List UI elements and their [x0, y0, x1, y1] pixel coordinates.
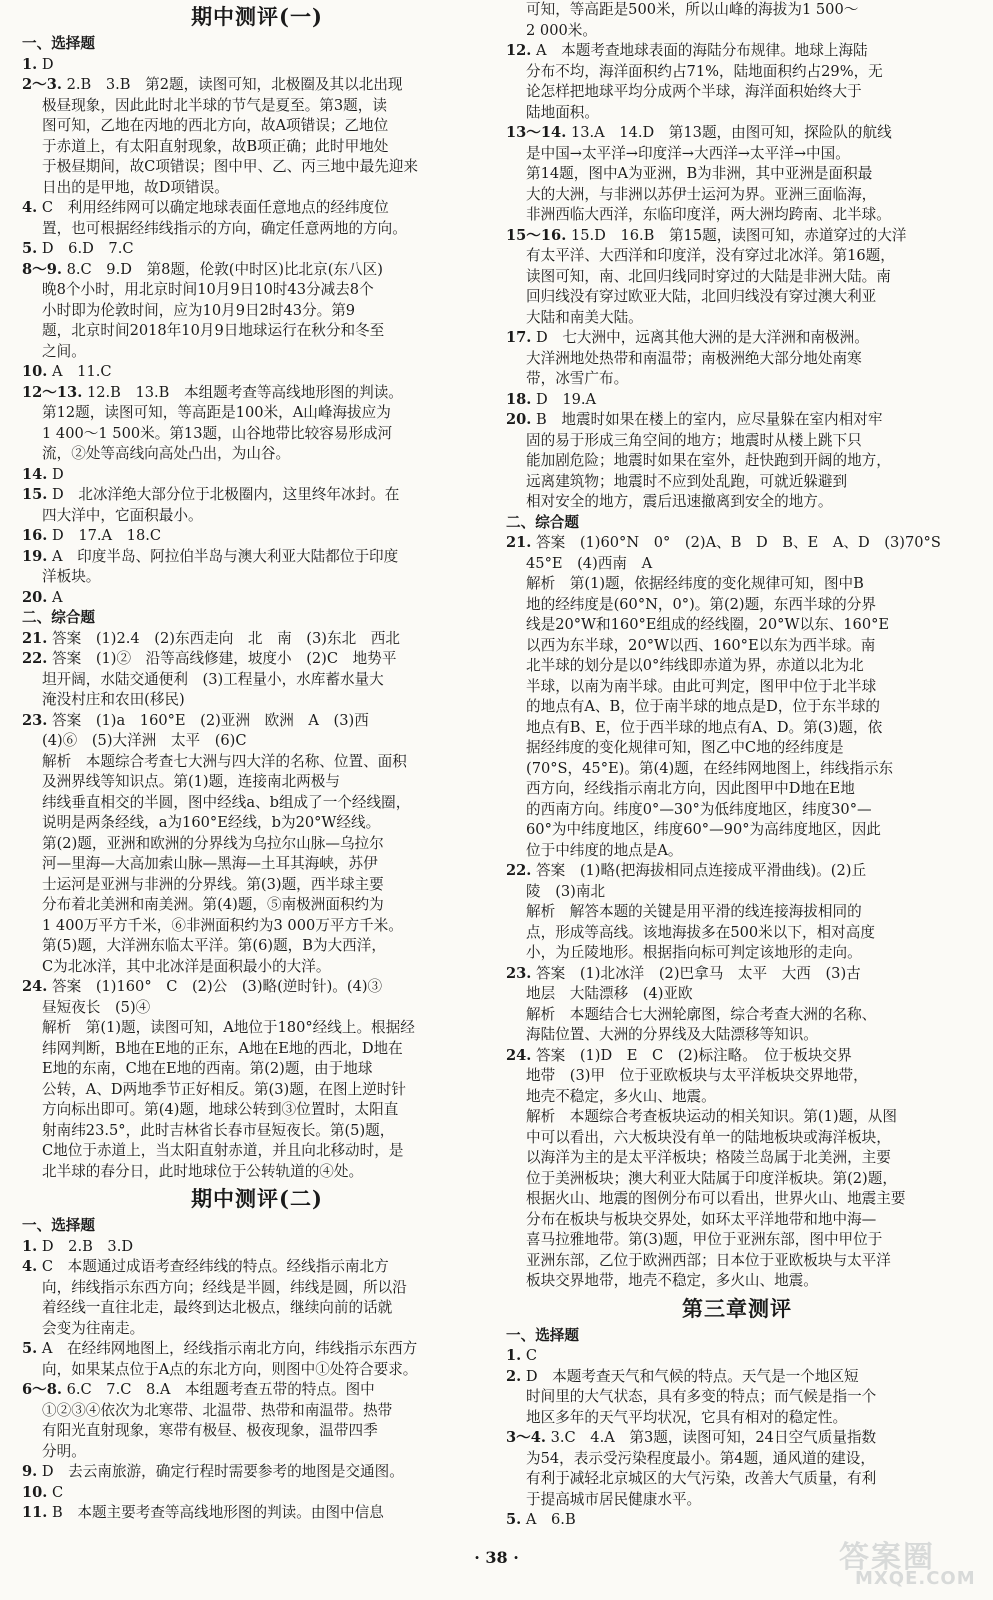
page-number: · 38 ·	[474, 1548, 519, 1567]
answer-continuation: 纬线垂直相交的半圆，图中经线a、b组成了一个经线圈，	[42, 793, 411, 811]
watermark-logo	[833, 1532, 983, 1592]
answer-continuation: 之间。	[42, 342, 86, 360]
answer-text: B 本题主要考查等高线地形图的判读。由图中信息	[52, 1504, 384, 1521]
question-number: 5.	[22, 1340, 38, 1357]
answer-continuation: 中可以看出，六大板块没有单一的陆地板块或海洋板块，	[526, 1128, 891, 1146]
watermark-url: MXQE.COM	[855, 1568, 976, 1589]
answer-continuation: 有阳光直射现象，寒带有极昼、极夜现象，温带四季	[42, 1422, 378, 1439]
answer-continuation: 于极昼期间，故C项错误；图中甲、乙、丙三地中最先迎来	[42, 158, 419, 175]
subsection-title: 一、选择题	[22, 35, 95, 52]
answer-text: A 11.C	[52, 363, 112, 380]
answer-continuation: 小，为丘陵地形。根据指向标可判定该地形的走向。	[526, 944, 862, 961]
answer-continuation: 2 000米。	[526, 21, 597, 39]
answer-line	[22, 1503, 492, 1524]
answer-text: A 在经纬网地图上，经线指示南北方向，纬线指示东西方	[41, 1340, 418, 1357]
answer-continuation: 能加剧危险；地震时如果在室外，赶快跑到开阔的地方，	[526, 452, 891, 469]
answer-text: 12.B 13.B 本组题考查等高线地形图的判读。	[86, 383, 403, 401]
question-number: 9.	[22, 1463, 38, 1480]
answer-line	[506, 123, 968, 144]
question-number: 19.	[22, 547, 48, 565]
answer-text: 答案 (1)D E C (2)标注略。 位于板块交界	[536, 1046, 852, 1064]
answer-line	[506, 861, 968, 882]
answer-continuation: 于赤道上，有太阳直射现象，故B项正确；此时甲地处	[42, 137, 389, 155]
answer-text: D 17.A 18.C	[52, 527, 162, 544]
answer-line	[22, 1380, 492, 1401]
answer-text: D 19.A	[536, 390, 597, 408]
answer-continuation: 向，纬线指示东西方向；经线是半圆，纬线是圆，所以沿	[42, 1278, 407, 1296]
answer-text: 答案 (1)a 160°E (2)亚洲 欧洲 A (3)西	[52, 711, 369, 729]
answer-line	[506, 41, 968, 62]
question-number: 21.	[506, 534, 532, 551]
watermark-text: 答案圈	[839, 1540, 935, 1575]
answer-line	[22, 649, 492, 670]
answer-continuation: 据经纬度的变化规律可知，图乙中C地的经纬度是	[526, 739, 844, 756]
answer-line	[22, 362, 492, 383]
answer-line	[22, 260, 492, 281]
answer-continuation: 分布不均，海洋面积约占71%，陆地面积约占29%，无	[526, 62, 883, 80]
answer-line	[22, 588, 492, 609]
answer-continuation: 位于中纬度的地点是A。	[526, 841, 683, 859]
answer-text: C 本题通过成语考查经纬线的特点。经线指示南北方	[41, 1258, 389, 1275]
question-number: 10.	[22, 363, 48, 380]
answer-continuation: 着经线一直往北走，最终到达北极点，继续向前的话就	[42, 1299, 393, 1316]
right-column	[506, 0, 968, 1531]
answer-text: D	[52, 465, 64, 483]
section-heading: 期中测评(二)	[191, 1186, 323, 1211]
answer-line	[22, 198, 492, 219]
subsection-title: 二、综合题	[506, 513, 579, 531]
answer-continuation: 点，形成等高线。该地海拔多在500米以下，相对高度	[526, 923, 875, 941]
answer-continuation: 的西南方向。纬度0°—30°为低纬度地区，纬度30°—	[526, 800, 872, 818]
answer-continuation: 射南纬23.5°，此时吉林省长春市昼短夜长。第(5)题，	[42, 1121, 395, 1139]
answer-continuation: 论怎样把地球平均分成两个半球，海洋面积始终大于	[526, 83, 862, 100]
answer-continuation: 大洋洲地处热带和南温带；南极洲绝大部分地处南寒	[526, 349, 862, 367]
answer-text: 6.C 7.C 8.A 本组题考查五带的特点。图中	[66, 1381, 375, 1398]
answer-text: C	[525, 1347, 538, 1364]
answer-continuation: 淹没村庄和农田(移民)	[42, 691, 185, 708]
answer-line	[506, 328, 968, 349]
answer-text: A	[52, 588, 63, 606]
answer-continuation: 于提高城市居民健康水平。	[526, 1490, 702, 1508]
answer-continuation: 晚8个小时，用北京时间10月9日10时43分减去8个	[42, 281, 374, 298]
question-number: 12～13.	[22, 383, 83, 401]
answer-line	[22, 383, 492, 404]
question-number: 14.	[22, 465, 48, 483]
answer-text: D 6.D 7.C	[41, 240, 134, 257]
question-number: 6～8.	[22, 1381, 62, 1398]
answer-continuation: 流，②处等高线向高处凸出，为山谷。	[42, 445, 291, 462]
answer-continuation: 地区多年的天气平均状况，它具有相对的稳定性。	[526, 1408, 848, 1426]
answer-text: 答案 (1)略(把海拔相同点连接成平滑曲线)。(2)丘	[536, 862, 867, 879]
answer-line	[506, 1510, 968, 1531]
answer-line	[506, 1367, 968, 1388]
answer-line	[22, 1339, 492, 1360]
answer-continuation: 地的经纬度是(60°N，0°)。第(2)题，东西半球的分界	[526, 595, 876, 613]
answer-text: D 七大洲中，远离其他大洲的是大洋洲和南极洲。	[536, 329, 869, 346]
answer-continuation: 大陆和南美大陆。	[526, 308, 643, 326]
answer-text: A 6.B	[525, 1511, 576, 1528]
question-number: 1.	[506, 1347, 522, 1364]
answer-continuation: 方向标出即可。第(4)题，地球公转到③位置时，太阳直	[42, 1101, 399, 1118]
answer-continuation: 向，如果某点位于A点的东北方向，则图中①处符合要求。	[42, 1360, 418, 1378]
answer-text: 2.B 3.B 第2题，读图可知，北极圈及其以北出现	[66, 76, 403, 93]
answer-continuation: 的地点有A、B，位于南半球的地点是D，位于东半球的	[526, 698, 881, 715]
answer-line	[506, 533, 968, 554]
answer-text: C	[52, 1483, 64, 1501]
answer-continuation: 半球，以南为南半球。由此可判定，图甲中位于北半球	[526, 677, 877, 695]
answer-continuation: 士运河是亚洲与非洲的分界线。第(3)题，西半球主要	[42, 875, 384, 893]
answer-continuation: 第(5)题，大洋洲东临太平洋。第(6)题，B为大西洋，	[42, 937, 386, 954]
answer-continuation: 解析 第(1)题，依据经纬度的变化规律可知，图中B	[526, 575, 864, 592]
answer-continuation: 及洲界线等知识点。第(1)题，连接南北两极与	[42, 773, 340, 790]
answer-text: 15.D 16.B 第15题，读图可知，赤道穿过的大洋	[570, 226, 907, 244]
answer-continuation: E地的东南，C地在E地的西南。第(2)题，由于地球	[42, 1060, 373, 1077]
answer-line	[506, 1428, 968, 1449]
answer-continuation: 非洲西临大西洋，东临印度洋，两大洲均跨南、北半球。	[526, 206, 891, 223]
answer-continuation: 位于美洲板块；澳大利亚大陆属于印度洋板块。第(2)题，	[526, 1169, 897, 1187]
question-number: 1.	[22, 1237, 38, 1255]
answer-continuation: 大的大洲，与非洲以苏伊士运河为界。亚洲三面临海，	[526, 185, 877, 203]
answer-continuation: 小时即为伦敦时间，应为10月9日2时43分。第9	[42, 301, 356, 319]
answer-continuation: 北半球的春分日，此时地球位于公转轨道的④处。	[42, 1162, 364, 1180]
answer-continuation: 第(2)题，亚洲和欧洲的分界线为乌拉尔山脉—乌拉尔	[42, 834, 384, 852]
answer-continuation: 陵 (3)南北	[526, 882, 606, 900]
answer-line	[22, 711, 492, 732]
answer-line	[22, 239, 492, 260]
answer-line	[22, 1237, 492, 1258]
answer-continuation: 陆地面积。	[526, 103, 599, 121]
question-number: 8～9.	[22, 260, 62, 278]
answer-continuation: 四大洋中，它面积最小。	[42, 506, 203, 524]
answer-line	[22, 75, 492, 96]
question-number: 21.	[22, 629, 48, 647]
answer-continuation: 第12题，读图可知，等高距是100米，A山峰海拔应为	[42, 404, 391, 421]
answer-continuation: 为54，表示受污染程度最小。第4题，通风道的建设，	[526, 1449, 875, 1467]
question-number: 4.	[22, 1258, 38, 1275]
answer-continuation: ①②③④依次为北寒带、北温带、热带和南温带。热带	[42, 1401, 393, 1419]
question-number: 23.	[22, 711, 48, 729]
answer-text: 答案 (1)2.4 (2)东西走向 北 南 (3)东北 西北	[52, 629, 400, 647]
answer-continuation: 线是20°W和160°E组成的经线圈，20°W以东、160°E	[526, 616, 890, 633]
answer-text: D 北冰洋绝大部分位于北极圈内，这里终年冰封。在	[52, 486, 400, 503]
answer-continuation: 分明。	[42, 1442, 86, 1460]
answer-text: A 印度半岛、阿拉伯半岛与澳大利亚大陆都位于印度	[52, 547, 399, 565]
answer-line	[22, 977, 492, 998]
question-number: 18.	[506, 390, 532, 408]
answer-continuation: 会变为往南走。	[42, 1319, 145, 1337]
answer-continuation: 题，北京时间2018年10月9日地球运行在秋分和冬至	[42, 322, 385, 339]
answer-line	[506, 1346, 968, 1367]
answer-text: D 2.B 3.D	[41, 1237, 134, 1255]
answer-line	[22, 1483, 492, 1504]
answer-continuation: 解析 本题综合考查板块运动的相关知识。第(1)题，从图	[526, 1108, 897, 1125]
answer-text: D 本题考查天气和气候的特点。天气是一个地区短	[525, 1367, 859, 1385]
answer-continuation: 解析 第(1)题，读图可知，A地位于180°经线上。根据经	[42, 1019, 415, 1036]
answer-continuation: 带，冰雪广布。	[526, 370, 629, 387]
answer-continuation: 洋板块。	[42, 568, 101, 585]
answer-continuation: 坦开阔，水陆交通便利 (3)工程量小，水库蓄水量大	[42, 670, 384, 688]
question-number: 12.	[506, 42, 532, 59]
answer-continuation: 解析 本题结合七大洲轮廓图，综合考查大洲的名称、	[526, 1005, 877, 1023]
answer-continuation: 根据火山、地震的图例分布可以看出，世界火山、地震主要	[526, 1190, 906, 1207]
answer-continuation: 45°E (4)西南 A	[526, 554, 653, 572]
answer-line	[506, 410, 968, 431]
question-number: 13～14.	[506, 124, 567, 141]
answer-text: 8.C 9.D 第8题，伦敦(中时区)比北京(东八区)	[66, 260, 383, 278]
answer-line	[22, 55, 492, 76]
question-number: 11.	[22, 1504, 48, 1521]
answer-continuation: 纬网判断，B地在E地的正东，A地在E地的西北，D地在	[42, 1039, 403, 1057]
answer-continuation: 图可知，乙地在丙地的西北方向，故A项错误；乙地位	[42, 117, 389, 134]
answer-line	[22, 1257, 492, 1278]
question-number: 17.	[506, 329, 532, 346]
answer-continuation: 说明是两条经线，a为160°E经线，b为20°W经线。	[42, 814, 381, 831]
question-number: 2.	[506, 1367, 522, 1385]
question-number: 10.	[22, 1483, 48, 1501]
answer-continuation: 是中国→太平洋→印度洋→大西洋→太平洋→中国。	[526, 144, 850, 162]
answer-continuation: 相对安全的地方，震后迅速撤离到安全的地方。	[526, 493, 833, 510]
question-number: 3～4.	[506, 1429, 546, 1446]
answer-text: C 利用经纬网可以确定地球表面任意地点的经纬度位	[41, 199, 389, 216]
answer-continuation: 可知，等高距是500米，所以山峰的海拔为1 500～	[526, 1, 859, 18]
subsection-title: 一、选择题	[506, 1326, 579, 1344]
answer-continuation: 地壳不稳定，多火山、地震。	[526, 1087, 716, 1105]
answer-continuation: 北半球的划分是以0°纬线即赤道为界，赤道以北为北	[526, 657, 864, 674]
answer-continuation: 西方向，经线指示南北方向，因此图甲中D地在E地	[526, 780, 855, 797]
answer-text: A 本题考查地球表面的海陆分布规律。地球上海陆	[536, 42, 868, 59]
answer-continuation: 固的易于形成三角空间的地方；地震时从楼上跳下只	[526, 431, 862, 449]
answer-continuation: 分布在板块与板块交界处，如环太平洋地带和地中海—	[526, 1210, 877, 1228]
answer-continuation: 有太平洋、大西洋和印度洋，没有穿过北冰洋。第16题，	[526, 247, 895, 264]
answer-continuation: 有利于减轻北京城区的大气污染，改善大气质量，有利	[526, 1470, 877, 1487]
section-heading: 期中测评(一)	[191, 4, 323, 29]
answer-continuation: 1 400～1 500米。第13题，山谷地带比较容易形成河	[42, 424, 393, 442]
answer-continuation: 60°为中纬度地区，纬度60°—90°为高纬度地区，因此	[526, 821, 881, 838]
answer-continuation: 以海洋为主的是太平洋板块；格陵兰岛属于北美洲，主要	[526, 1149, 891, 1166]
answer-text: 答案 (1)60°N 0° (2)A、B D B、E A、D (3)70°S	[536, 534, 941, 551]
answer-text: 3.C 4.A 第3题，读图可知，24日空气质量指数	[550, 1429, 877, 1446]
answer-line	[22, 629, 492, 650]
answer-continuation: 时间里的大气状态，具有多变的特点；而气候是指一个	[526, 1388, 877, 1405]
answer-continuation: 海陆位置、大洲的分界线及大陆漂移等知识。	[526, 1026, 818, 1043]
question-number: 2～3.	[22, 76, 62, 93]
answer-continuation: 昼短夜长 (5)④	[42, 998, 151, 1016]
question-number: 15.	[22, 486, 48, 503]
answer-continuation: 以西为东半球，20°W以西、160°E以东为西半球。南	[526, 636, 876, 654]
answer-continuation: (70°S，45°E)。第(4)题，在经纬网地图上，纬线指示东	[526, 759, 894, 777]
answer-line	[22, 1462, 492, 1483]
answer-continuation: 分布着北美洲和南美洲。第(4)题，⑤南极洲面积约为	[42, 896, 384, 913]
subsection-title: 二、综合题	[22, 609, 95, 626]
answer-continuation: 喜马拉雅地带。第(3)题，甲位于亚洲东部，图中甲位于	[526, 1231, 883, 1248]
answer-continuation: 解析 解答本题的关键是用平滑的线连接海拔相同的	[526, 903, 862, 920]
answer-line	[506, 964, 968, 985]
subsection-title: 一、选择题	[22, 1217, 95, 1234]
question-number: 23.	[506, 964, 532, 982]
question-number: 24.	[506, 1046, 532, 1064]
question-number: 24.	[22, 978, 48, 995]
answer-text: D 去云南旅游，确定行程时需要参考的地图是交通图。	[41, 1463, 404, 1480]
question-number: 15～16.	[506, 226, 567, 244]
answer-text: D	[41, 55, 54, 73]
answer-continuation: 亚洲东部，乙位于欧洲西部；日本位于亚欧板块与太平洋	[526, 1251, 891, 1269]
question-number: 20.	[506, 411, 532, 428]
answer-continuation: 回归线没有穿过欧亚大陆，北回归线没有穿过澳大利亚	[526, 288, 877, 305]
answer-continuation: 读图可知，南、北回归线同时穿过的大陆是非洲大陆。南	[526, 267, 891, 285]
answer-line	[506, 390, 968, 411]
question-number: 20.	[22, 588, 48, 606]
answer-line	[22, 465, 492, 486]
answer-continuation: 地点有B、E，位于西半球的地点有A、D。第(3)题，依	[526, 718, 883, 736]
left-column	[22, 0, 492, 1524]
answer-continuation: C地位于赤道上，当太阳直射赤道，并且向北移动时，是	[42, 1142, 404, 1159]
answer-text: 答案 (1)② 沿等高线修建，坡度小 (2)C 地势平	[52, 650, 397, 667]
answer-text: 13.A 14.D 第13题，由图可知，探险队的航线	[570, 124, 892, 141]
question-number: 22.	[506, 862, 532, 879]
answer-continuation: (4)⑥ (5)大洋洲 太平 (6)C	[42, 732, 247, 749]
answer-text: B 地震时如果在楼上的室内，应尽量躲在室内相对牢	[536, 411, 883, 428]
question-number: 22.	[22, 650, 48, 667]
question-number: 16.	[22, 527, 48, 544]
answer-continuation: 解析 本题综合考查七大洲与四大洋的名称、位置、面积	[42, 752, 407, 770]
answer-continuation: 日出的是甲地，故D项错误。	[42, 178, 229, 196]
answer-continuation: C为北冰洋，其中北冰洋是面积最小的大洋。	[42, 957, 331, 975]
question-number: 4.	[22, 199, 38, 216]
answer-continuation: 第14题，图中A为亚洲，B为非洲，其中亚洲是面积最	[526, 165, 873, 182]
answer-continuation: 板块交界地带，地壳不稳定，多火山、地震。	[526, 1272, 818, 1289]
answer-continuation: 置，也可根据经纬线指示的方向，确定任意两地的方向。	[42, 219, 407, 237]
answer-text: 答案 (1)160° C (2)公 (3)略(逆时针)。(4)③	[52, 978, 383, 995]
section-heading: 第三章测评	[682, 1295, 792, 1321]
question-number: 5.	[22, 240, 38, 257]
answer-continuation: 公转，A、D两地季节正好相反。第(3)题，在图上逆时针	[42, 1080, 406, 1098]
answer-continuation: 1 400万平方千米，⑥非洲面积约为3 000万平方千米。	[42, 916, 403, 934]
answer-line	[506, 226, 968, 247]
answer-continuation: 地带 (3)甲 位于亚欧板块与太平洋板块交界地带，	[526, 1067, 868, 1084]
answer-continuation: 河—里海—大高加索山脉—黑海—土耳其海峡，苏伊	[42, 855, 378, 872]
question-number: 5.	[506, 1511, 522, 1528]
answer-line	[22, 485, 492, 506]
answer-text: 答案 (1)北冰洋 (2)巴拿马 太平 大西 (3)古	[536, 964, 861, 982]
answer-continuation: 地层 大陆漂移 (4)亚欧	[526, 985, 693, 1002]
answer-line	[22, 547, 492, 568]
answer-continuation: 极昼现象，因此此时北半球的节气是夏至。第3题，读	[42, 96, 387, 114]
answer-continuation: 远离建筑物；地震时不应到处乱跑，可就近躲避到	[526, 472, 848, 490]
answer-line	[22, 526, 492, 547]
question-number: 1.	[22, 55, 38, 73]
answer-line	[506, 1046, 968, 1067]
